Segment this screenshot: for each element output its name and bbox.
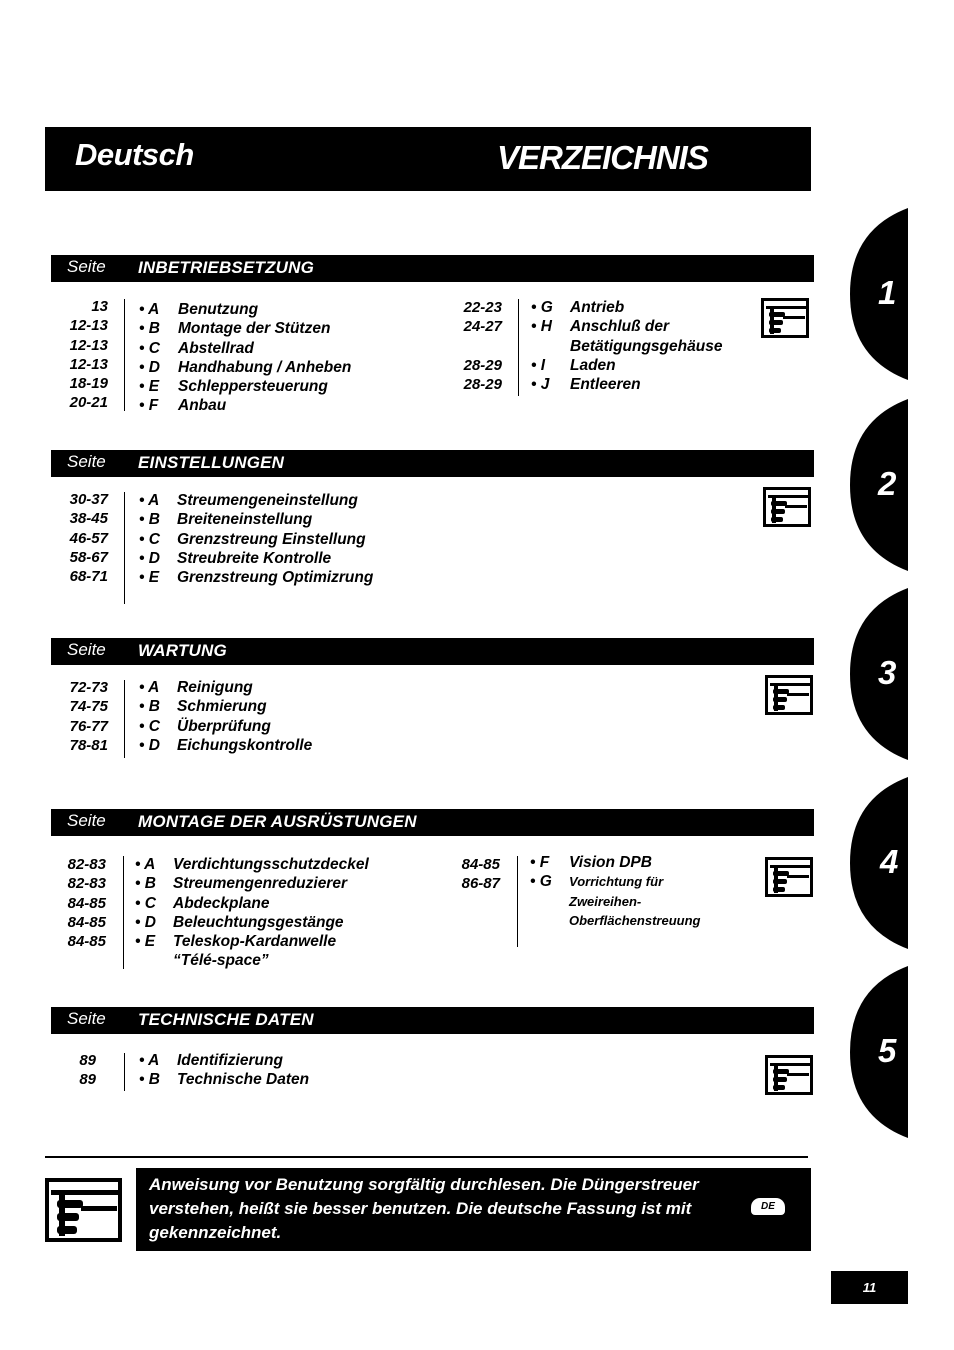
seite-label: Seite xyxy=(67,811,106,830)
item-letter: • I xyxy=(531,356,546,374)
item-letter: • A xyxy=(139,301,160,318)
item-text: Breiteneinstellung xyxy=(177,511,313,529)
item-text: Abstellrad xyxy=(178,339,254,357)
page-ref: 86-87 xyxy=(461,875,500,893)
letter-column xyxy=(139,678,160,755)
header-bar xyxy=(45,127,811,191)
chapter-tab-4[interactable] xyxy=(850,777,908,949)
item-letter: • B xyxy=(139,320,160,338)
page-ref: 12-13 xyxy=(69,336,108,354)
item-letter: • A xyxy=(139,1052,160,1069)
item-letter: • B xyxy=(139,1071,160,1089)
section-bar-technische-daten xyxy=(51,1007,814,1034)
item-letter: • B xyxy=(135,875,156,893)
section-title: INBETRIEBSETZUNG xyxy=(138,258,315,277)
divider-line xyxy=(123,856,124,969)
item-letter: • C xyxy=(139,339,160,357)
item-text: Abdeckplane xyxy=(173,894,270,912)
section-bar-inbetriebsetzung xyxy=(51,255,814,282)
item-column xyxy=(177,1051,309,1090)
chapter-number: 1 xyxy=(878,274,897,311)
item-letter: • A xyxy=(139,492,160,509)
page-ref xyxy=(50,951,106,970)
page-ref: 78-81 xyxy=(69,736,108,754)
page-ref: 30-37 xyxy=(69,491,108,508)
item-letter: • E xyxy=(139,378,160,396)
section-bar-wartung xyxy=(51,638,814,665)
item-text: Benutzung xyxy=(178,301,259,318)
item-column xyxy=(177,678,312,755)
page-ref: 12-13 xyxy=(69,355,108,373)
page-ref: 18-19 xyxy=(69,375,108,393)
pointing-hand-icon xyxy=(765,1055,813,1095)
item-text: Eichungskontrolle xyxy=(177,736,313,754)
item-text: Vision DPB xyxy=(569,854,652,871)
item-text: Reinigung xyxy=(177,679,253,696)
item-letter xyxy=(531,337,553,356)
item-text: Teleskop-Kardanwelle xyxy=(173,933,337,951)
item-column xyxy=(178,300,351,416)
page-column-right xyxy=(444,855,500,894)
section-title: MONTAGE DER AUSRÜSTUNGEN xyxy=(138,812,417,831)
seite-label: Seite xyxy=(67,257,106,276)
letter-column-right xyxy=(530,853,552,892)
page-column-right xyxy=(446,298,502,394)
divider-line xyxy=(124,299,125,411)
chapter-tab-3[interactable] xyxy=(850,588,908,760)
item-text: Handhabung / Anheben xyxy=(178,358,352,376)
item-text: Streumengeneinstellung xyxy=(177,492,358,509)
page-ref: 58-67 xyxy=(69,548,108,566)
item-letter: • C xyxy=(139,530,160,548)
item-text: Entleeren xyxy=(570,376,641,394)
page-ref: 22-23 xyxy=(463,299,502,316)
item-text: Oberflächenstreuung xyxy=(569,912,701,928)
item-letter: • E xyxy=(135,933,156,951)
page-column xyxy=(52,678,108,755)
item-letter: • D xyxy=(139,358,160,376)
page-ref: 89 xyxy=(79,1071,96,1089)
item-text: Technische Daten xyxy=(177,1071,310,1089)
item-text: “Télé-space” xyxy=(173,952,269,970)
item-text: Anschluß der xyxy=(570,318,670,336)
item-text: Schleppersteuerung xyxy=(178,378,328,396)
page-ref: 82-83 xyxy=(67,875,106,893)
item-column-right xyxy=(570,298,722,394)
item-text: Zweireihen- xyxy=(569,893,642,909)
language-label: Deutsch xyxy=(75,137,194,172)
item-text: Anbau xyxy=(178,397,227,415)
item-letter: • D xyxy=(135,913,156,931)
pointing-hand-icon xyxy=(761,298,809,338)
item-letter: • H xyxy=(531,318,552,336)
chapter-number: 2 xyxy=(878,465,897,502)
seite-label: Seite xyxy=(67,452,106,471)
page-ref: 46-57 xyxy=(69,529,108,547)
item-letter: • A xyxy=(139,679,160,696)
page-ref xyxy=(446,337,502,356)
page-ref: 89 xyxy=(79,1052,96,1069)
chapter-number: 5 xyxy=(878,1032,897,1069)
page-title: VERZEICHNIS xyxy=(497,139,708,176)
divider-line xyxy=(124,492,125,604)
page-ref: 12-13 xyxy=(69,317,108,335)
page-column xyxy=(52,490,108,586)
item-letter: • C xyxy=(139,717,160,735)
section-title: WARTUNG xyxy=(138,641,227,660)
page-ref: 13 xyxy=(91,298,108,315)
letter-column-right xyxy=(531,298,553,394)
item-letter: • D xyxy=(139,736,160,754)
page-ref: 84-85 xyxy=(67,933,106,951)
item-text: Vorrichtung für xyxy=(569,874,664,890)
section-title: EINSTELLUNGEN xyxy=(138,453,285,472)
page-ref: 84-85 xyxy=(67,894,106,912)
item-text: Streumengenreduzierer xyxy=(173,875,347,893)
item-letter: • F xyxy=(530,854,550,871)
note-text: Anweisung vor Benutzung sorgfältig durchlesen. Die Düngerstreuer verstehen, heißt sie besser benutzen. Die deutsche Fassung ist mit gekennzeichnet. xyxy=(149,1175,699,1242)
page-ref: 82-83 xyxy=(67,856,106,873)
pointing-hand-icon xyxy=(45,1178,122,1242)
chapter-number: 4 xyxy=(880,843,899,880)
item-letter: • J xyxy=(531,376,550,394)
seite-label: Seite xyxy=(67,640,106,659)
item-letter: • A xyxy=(135,856,156,873)
language-badge: DE xyxy=(751,1198,785,1215)
page-ref: 38-45 xyxy=(69,510,108,528)
page-ref: 28-29 xyxy=(463,376,502,394)
item-text: Überprüfung xyxy=(177,717,271,735)
page-ref: 20-21 xyxy=(69,394,108,412)
page-ref: 76-77 xyxy=(69,717,108,735)
item-letter: • B xyxy=(139,511,160,529)
item-letter: • E xyxy=(139,569,160,587)
page-ref: 84-85 xyxy=(461,856,500,873)
item-column xyxy=(173,855,369,971)
item-column xyxy=(177,491,373,587)
item-text: Montage der Stützen xyxy=(178,320,331,338)
item-text: Verdichtungsschutzdeckel xyxy=(173,856,369,873)
page-ref: 28-29 xyxy=(463,356,502,374)
item-text: Grenzstreung Optimizrung xyxy=(177,569,374,587)
page-column xyxy=(52,297,108,413)
page-ref: 72-73 xyxy=(69,679,108,696)
item-text: Streubreite Kontrolle xyxy=(177,549,332,567)
item-letter: • C xyxy=(135,894,156,912)
item-text: Antrieb xyxy=(570,299,625,316)
item-text: Grenzstreung Einstellung xyxy=(177,530,366,548)
letter-column xyxy=(139,300,160,416)
separator-line xyxy=(45,1156,808,1158)
seite-label: Seite xyxy=(67,1009,106,1028)
section-bar-einstellungen xyxy=(51,450,814,477)
page-column xyxy=(50,855,106,971)
pointing-hand-icon xyxy=(763,487,811,527)
pointing-hand-icon xyxy=(765,857,813,897)
page-ref: 24-27 xyxy=(463,318,502,336)
chapter-tab-5[interactable] xyxy=(850,966,908,1138)
item-text: Beleuchtungsgestänge xyxy=(173,913,344,931)
divider-line xyxy=(518,299,519,396)
page-ref: 68-71 xyxy=(69,568,108,586)
chapter-tab-1[interactable] xyxy=(850,208,908,380)
divider-line xyxy=(124,680,125,758)
item-text: Identifizierung xyxy=(177,1052,283,1069)
letter-column xyxy=(139,1051,160,1090)
page-ref: 74-75 xyxy=(69,698,108,716)
item-letter: • G xyxy=(531,299,553,316)
chapter-number: 3 xyxy=(878,654,897,691)
item-text: Schmierung xyxy=(177,698,267,716)
letter-column xyxy=(139,491,160,587)
divider-line xyxy=(517,856,518,947)
item-text: Betätigungsgehäuse xyxy=(570,337,723,355)
instruction-note xyxy=(136,1168,811,1251)
pointing-hand-icon xyxy=(765,675,813,715)
item-column-right xyxy=(569,853,700,930)
letter-column xyxy=(135,855,156,951)
page-column xyxy=(40,1051,96,1090)
chapter-tab-2[interactable] xyxy=(850,399,908,571)
section-bar-montage xyxy=(51,809,814,836)
page-ref: 84-85 xyxy=(67,913,106,931)
divider-line xyxy=(124,1053,125,1091)
item-letter: • D xyxy=(139,549,160,567)
item-text: Laden xyxy=(570,356,616,374)
item-letter: • F xyxy=(139,397,159,415)
item-letter: • B xyxy=(139,698,160,716)
item-letter: • G xyxy=(530,873,552,891)
page-number: 11 xyxy=(831,1271,908,1304)
section-title: TECHNISCHE DATEN xyxy=(138,1010,314,1029)
